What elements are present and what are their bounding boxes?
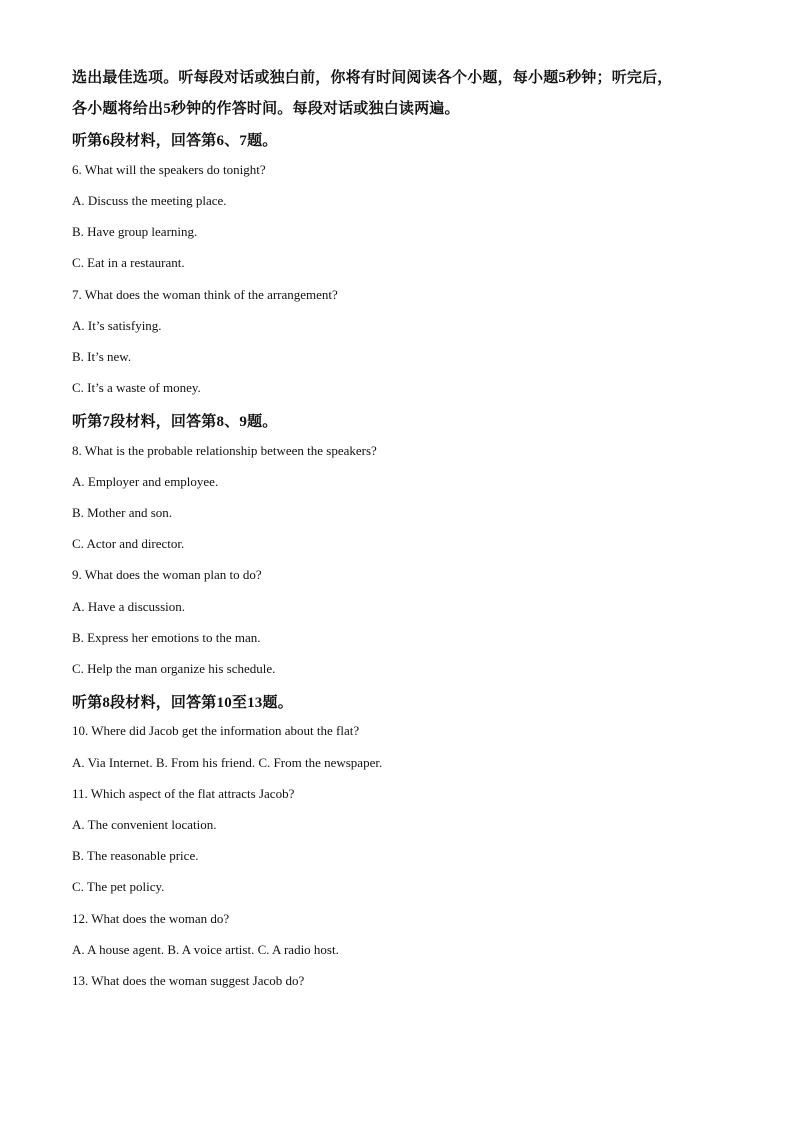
question-12: 12. What does the woman do?	[72, 911, 230, 926]
question-9: 9. What does the woman plan to do?	[72, 567, 262, 582]
section-heading-6: 听第6段材料，回答第6、7题。	[72, 133, 278, 149]
option-8c: C. Actor and director.	[72, 536, 185, 551]
option-7c: C. It’s a waste of money.	[72, 380, 201, 395]
option-9b: B. Express her emotions to the man.	[72, 630, 261, 645]
instruction-line-2: 各小题将给出5秒钟的作答时间。每段对话或独白读两遍。	[72, 101, 460, 117]
option-7a: A. It’s satisfying.	[72, 318, 162, 333]
option-6a: A. Discuss the meeting place.	[72, 193, 227, 208]
option-11b: B. The reasonable price.	[72, 848, 199, 863]
option-8a: A. Employer and employee.	[72, 474, 219, 489]
option-6c: C. Eat in a restaurant.	[72, 255, 185, 270]
option-9a: A. Have a discussion.	[72, 599, 186, 614]
instruction-line-1: 选出最佳选项。听每段对话或独白前，你将有时间阅读各个小题，每小题5秒钟；听完后，	[72, 70, 673, 86]
section-heading-7: 听第7段材料，回答第8、9题。	[72, 414, 278, 430]
question-10: 10. Where did Jacob get the information about the flat?	[72, 723, 360, 738]
option-8b: B. Mother and son.	[72, 505, 173, 520]
option-6b: B. Have group learning.	[72, 224, 198, 239]
option-11c: C. The pet policy.	[72, 879, 165, 894]
question-11: 11. Which aspect of the flat attracts Jacob?	[72, 786, 295, 801]
option-9c: C. Help the man organize his schedule.	[72, 661, 276, 676]
question-7: 7. What does the woman think of the arrangement?	[72, 287, 338, 302]
options-12: A. A house agent. B. A voice artist. C. A radio host.	[72, 942, 339, 957]
options-10: A. Via Internet. B. From his friend. C. From the newspaper.	[72, 755, 383, 770]
question-6: 6. What will the speakers do tonight?	[72, 162, 266, 177]
option-7b: B. It’s new.	[72, 349, 132, 364]
question-13: 13. What does the woman suggest Jacob do?	[72, 973, 305, 988]
section-heading-8: 听第8段材料，回答第10至13题。	[72, 695, 293, 711]
option-11a: A. The convenient location.	[72, 817, 217, 832]
question-8: 8. What is the probable relationship between the speakers?	[72, 443, 377, 458]
